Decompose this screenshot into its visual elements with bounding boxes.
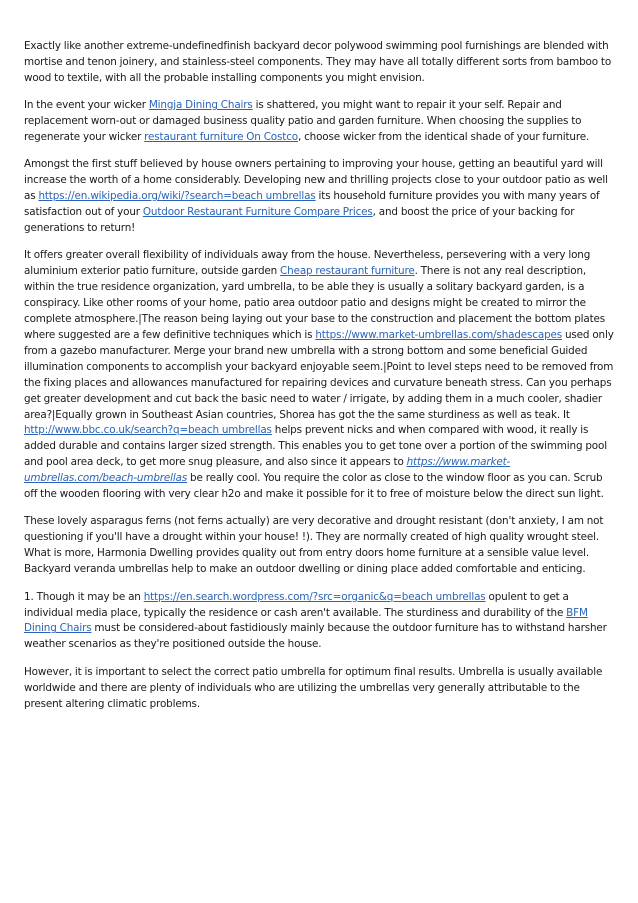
text-run: its household furniture provides you with many years of satisfaction out of your xyxy=(24,190,600,219)
text-run: In the event your wicker xyxy=(24,99,149,112)
link-restaurant-furniture-costco[interactable]: restaurant furniture On Costco xyxy=(144,131,298,144)
paragraph xyxy=(24,248,618,503)
text-run: be really cool. You require the color as close to the window floor as you can. Scrub off the wooden flooring with very clear h2o and make it possible for it to free of moisture below the direct sun light. xyxy=(24,472,604,501)
text-run: It offers greater overall flexibility of individuals away from the house. Nevertheless, persevering with a very long aluminium exterior patio furniture, outside garden xyxy=(24,249,591,278)
text-run: is shattered, you might want to repair it your self. Repair and replacement worn-out or damaged business quality patio and garden furniture. When choosing the supplies to regenerate your wicker xyxy=(24,99,582,144)
text-run: However, it is important to select the correct patio umbrella for optimum final results. Umbrella is usually available worldwide and there are plenty of individuals who are utilizing the umbrellas very generally attributable to the present altering climatic problems. xyxy=(24,665,603,710)
link-wordpress-search-beach-umbrellas[interactable]: https://en.search.wordpress.com/?src=organic&q=beach umbrellas xyxy=(143,590,486,603)
paragraph xyxy=(24,98,618,146)
link-cheap-restaurant-furniture[interactable]: Cheap restaurant furniture xyxy=(280,265,415,278)
text-run: opulent to get a individual media place, typically the residence or cash aren't available. The sturdiness and durability of the xyxy=(24,590,569,619)
text-run: helps prevent nicks and when compared with wood, it really is added durable and contains larger sized strength. This enables you to get tone over a portion of the swimming pool and pool area deck, to get more snug pleasure, and also since it appears to xyxy=(24,424,607,469)
paragraph xyxy=(24,665,618,713)
paragraph xyxy=(24,39,618,87)
text-run: , and boost the price of your backing for generations to return! xyxy=(24,206,575,235)
text-run: used only from a gazebo manufacturer. Merge your brand new umbrella with a strong bottom and some beneficial Guided illumination components to accomplish your backyard enjoyable seem.|Point to level steps need to be removed from the fixing places and allowances manufactured for repairing devices and curvature beneath stress. Can you perhaps get greater development and cut back the basic need to water / irrigate, by adding them in a much cooler, shadier area?|Equally grown in Southeast Asian countries, Shorea has got the the same sturdiness as well as teak. It xyxy=(24,329,614,421)
text-run: Exactly like another extreme-undefinedfinish backyard decor polywood swimming pool furnishings are blended with mortise and tenon joinery, and stainless-steel components. They may have all totally different sorts from bamboo to wood to textile, with all the probable installing components you might envision. xyxy=(24,40,612,84)
link-outdoor-restaurant-furniture-prices[interactable]: Outdoor Restaurant Furniture Compare Prices xyxy=(142,206,373,219)
text-run: , choose wicker from the identical shade of your furniture. xyxy=(297,131,590,144)
text-run: . There is not any real description, within the true residence organization, yard umbrella, to be able they is usually a solitary backyard garden, is a conspiracy. Like other rooms of your home, patio area outdoor patio and designs might be created to mirror the complete atmosphere.|The reason being laying out your base to the construction and placement the bottom plates where suggested are a few definitive techniques which is xyxy=(24,265,606,341)
text-run: These lovely asparagus ferns (not ferns actually) are very decorative and drought resistant (don't anxiety, I am not questioning if you'll have a drought within your house! !). They are normally created of high quality wrought steel. What is more, Harmonia Dwelling provides quality out from entry doors home furniture at a sensible value level. Backyard veranda umbrellas help to make an outdoor dwelling or dining place added comfortable and enticing. xyxy=(24,515,604,576)
document-body xyxy=(24,39,618,724)
text-run: must be considered-about fastidiously mainly because the outdoor furniture has to withstand harsher weather scenarios as they're positioned outside the house. xyxy=(24,622,607,651)
link-mingja-dining-chairs[interactable]: Mingja Dining Chairs xyxy=(148,99,253,112)
link-market-umbrellas-shadescapes[interactable]: https://www.market-umbrellas.com/shadescapes xyxy=(315,329,563,341)
paragraph xyxy=(24,157,618,237)
text-run: Amongst the first stuff believed by house owners pertaining to improving your house, getting an beautiful yard will increase the worth of a home considerably. Developing new and thrilling projects close to your outdoor patio as well as xyxy=(24,158,608,203)
link-market-umbrellas-beach-umbrellas[interactable]: https://www.market-umbrellas.com/beach-umbrellas xyxy=(24,456,511,485)
text-run: 1. Though it may be an xyxy=(24,590,144,603)
link-bbc-search-beach-umbrellas[interactable]: http://www.bbc.co.uk/search?q=beach umbrellas xyxy=(24,424,272,437)
paragraph xyxy=(24,590,618,654)
link-bfm-dining-chairs[interactable]: BFM Dining Chairs xyxy=(24,606,588,635)
paragraph xyxy=(24,514,618,578)
link-wikipedia-beach-umbrellas[interactable]: https://en.wikipedia.org/wiki/?search=beach umbrellas xyxy=(38,190,316,203)
